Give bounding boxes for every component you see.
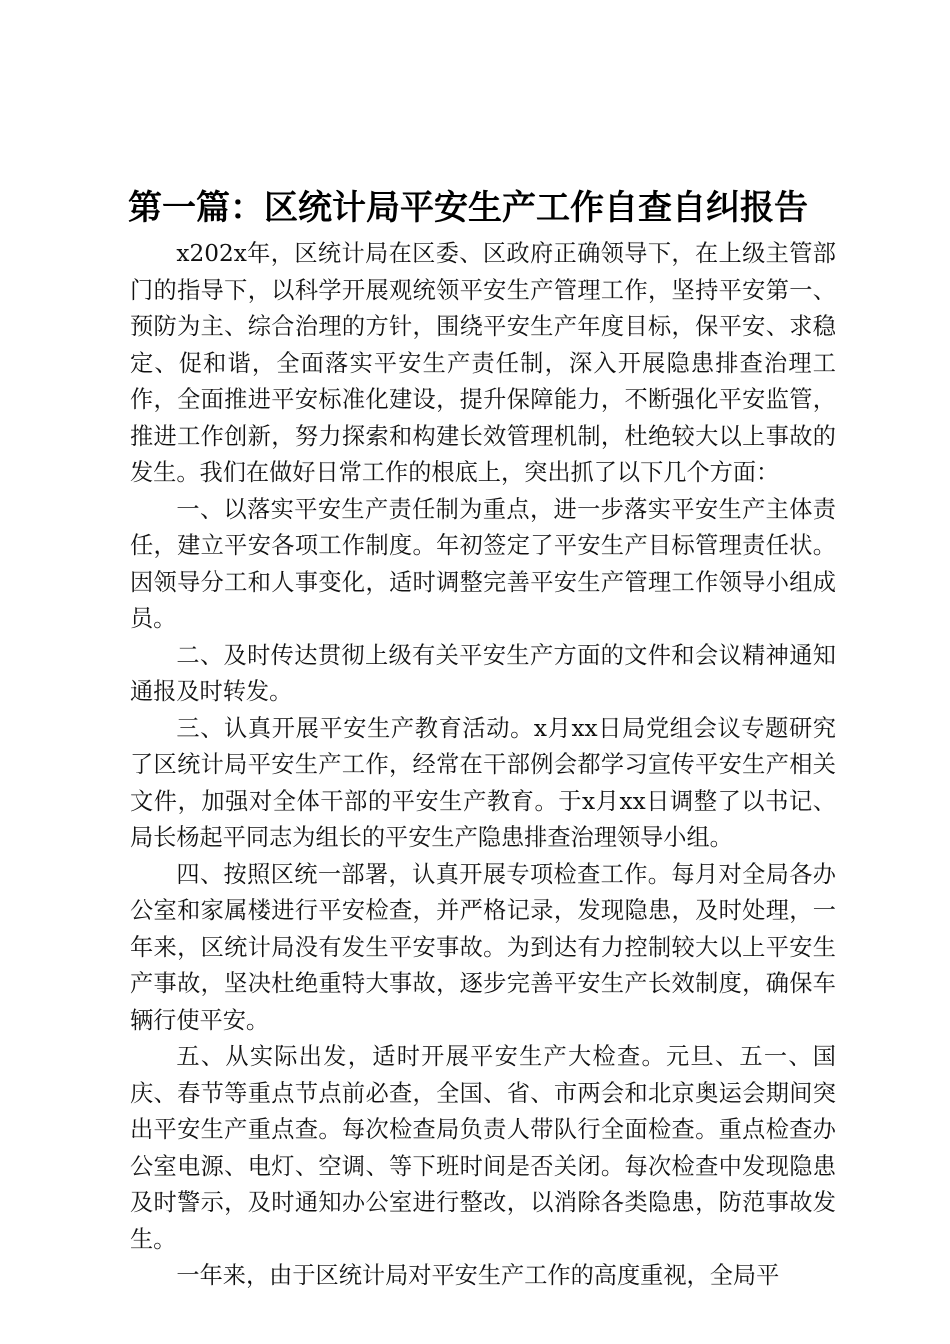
document-title: 第一篇：区统计局平安生产工作自查自纠报告 [128,188,808,228]
paragraph-section-2: 二、及时传达贯彻上级有关平安生产方面的文件和会议精神通知通报及时转发。 [130,641,836,705]
paragraph-section-3: 三、认真开展平安生产教育活动。x月xx日局党组会议专题研究了区统计局平安生产工作，经常在干部例会都学习宣传平安生产相关文件，加强对全体干部的平安生产教育。于x月xx日调整了以书记、局长杨起平同志为组长的平安生产隐患排查治理领导小组。 [130,714,836,851]
document-body [130,236,836,1295]
paragraph-intro: x202x年，区统计局在区委、区政府正确领导下，在上级主管部门的指导下，以科学开展观统领平安生产管理工作，坚持平安第一、预防为主、综合治理的方针，围绕平安生产年度目标，保平安、求稳定、促和谐，全面落实平安生产责任制，深入开展隐患排查治理工作，全面推进平安标准化建设，提升保障能力，不断强化平安监管，推进工作创新，努力探索和构建长效管理机制，杜绝较大以上事故的发生。我们在做好日常工作的根底上，突出抓了以下几个方面： [130,240,836,486]
paragraph-section-4: 四、按照区统一部署，认真开展专项检查工作。每月对全局各办公室和家属楼进行平安检查，并严格记录，发现隐患，及时处理，一年来，区统计局没有发生平安事故。为到达有力控制较大以上平安生产事故，坚决杜绝重特大事故，逐步完善平安生产长效制度，确保车辆行使平安。 [130,860,836,1034]
paragraph-section-1: 一、以落实平安生产责任制为重点，进一步落实平安生产主体责任，建立平安各项工作制度。年初签定了平安生产目标管理责任状。因领导分工和人事变化，适时调整完善平安生产管理工作领导小组成员。 [130,495,836,632]
paragraph-section-5: 五、从实际出发，适时开展平安生产大检查。元旦、五一、国庆、春节等重点节点前必查，全国、省、市两会和北京奥运会期间突出平安生产重点查。每次检查局负责人带队行全面检查。重点检查办公室电源、电灯、空调、等下班时间是否关闭。每次检查中发现隐患及时警示，及时通知办公室进行整改，以消除各类隐患，防范事故发生。 [130,1043,836,1253]
paragraph-conclusion: 一年来，由于区统计局对平安生产工作的高度重视，全局平 [176,1262,780,1289]
